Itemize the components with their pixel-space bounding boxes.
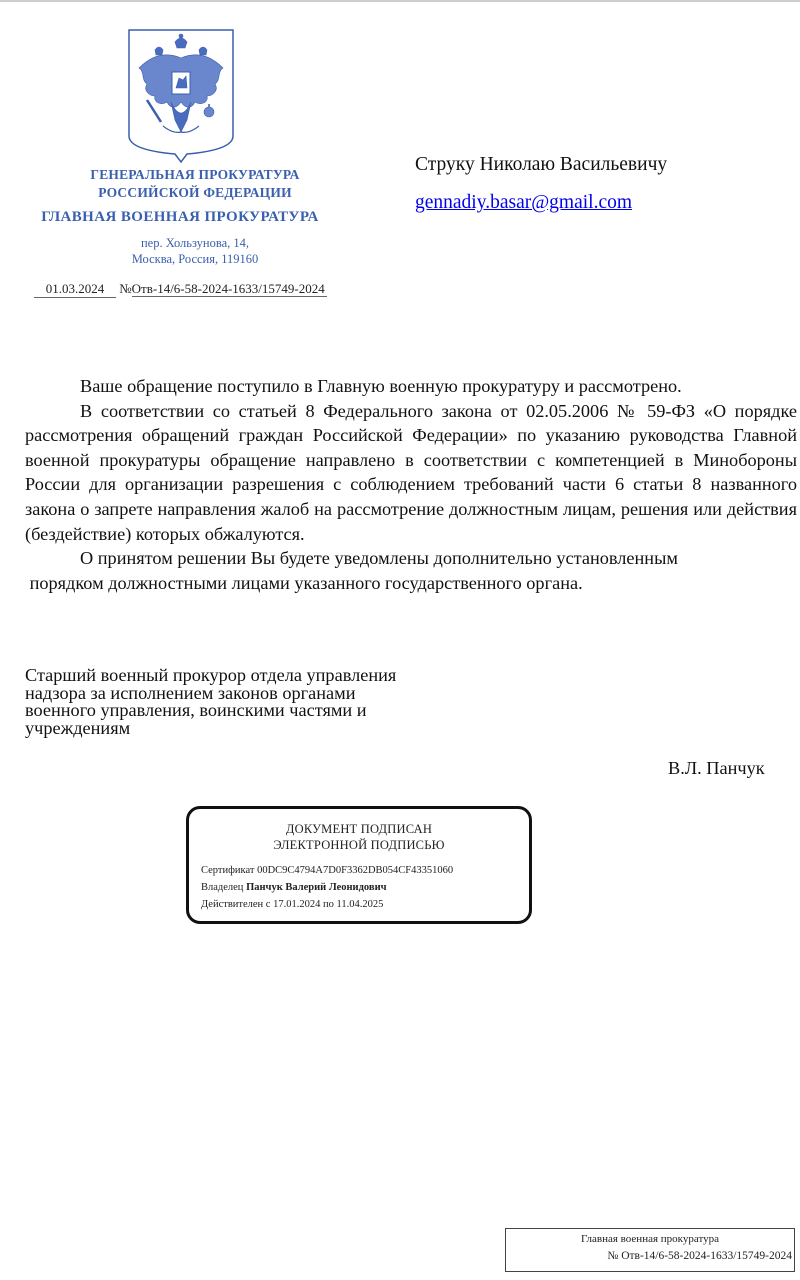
footer-number-value: Отв-14/6-58-2024-1633/15749-2024 xyxy=(621,1250,792,1262)
org-name-line1: ГЕНЕРАЛЬНАЯ ПРОКУРАТУРА xyxy=(90,167,300,182)
electronic-signature-stamp xyxy=(186,806,532,924)
owner-value: Панчук Валерий Леонидович xyxy=(246,882,387,893)
address-line2: Москва, Россия, 119160 xyxy=(131,252,259,266)
position-line: Старший военный прокурор отдела управления xyxy=(25,665,397,685)
stamp-validity xyxy=(201,896,529,913)
stamp-title-line2: ЭЛЕКТРОННОЙ ПОДПИСЬЮ xyxy=(273,838,445,852)
footer-number xyxy=(607,1250,792,1262)
document-date: 01.03.2024 xyxy=(34,281,116,298)
page-top-border xyxy=(0,0,800,2)
address-line1: пер. Хользунова, 14, xyxy=(140,236,250,250)
signer-position xyxy=(25,667,485,737)
position-line: учреждениям xyxy=(25,717,131,738)
stamp-title-line1: ДОКУМЕНТ ПОДПИСАН xyxy=(285,822,433,836)
certificate-value: 00DC9C4794A7D0F3362DB054CF43351060 xyxy=(257,865,454,876)
org-name-line3: ГЛАВНАЯ ВОЕННАЯ ПРОКУРАТУРА xyxy=(41,209,319,225)
document-reference xyxy=(34,281,327,298)
body-paragraph: Ваше обращение поступило в Главную военную прокуратуру и рассмотрено. xyxy=(80,376,682,396)
body-paragraph: порядком должностными лицами указанного государственного органа. xyxy=(25,572,583,593)
valid-to: 11.04.2025 xyxy=(336,899,384,910)
footer-org: Главная военная прокуратура xyxy=(581,1233,719,1245)
stamp-owner xyxy=(201,879,529,896)
stamp-certificate xyxy=(201,862,529,879)
org-name-line2: РОССИЙСКОЙ ФЕДЕРАЦИИ xyxy=(98,185,292,200)
russian-coat-of-arms-icon xyxy=(127,28,235,164)
valid-label: Действителен с xyxy=(201,899,271,910)
signer-name: В.Л. Панчук xyxy=(668,758,765,778)
position-line: надзора за исполнением законов органами xyxy=(25,682,356,703)
recipient-email-link[interactable]: gennadiy.basar@gmail.com xyxy=(415,192,633,213)
footer-registration-box xyxy=(505,1228,795,1272)
footer-number-sign: № xyxy=(607,1250,619,1262)
letter-body xyxy=(25,374,797,595)
valid-from: 17.01.2024 xyxy=(273,899,321,910)
position-line: военного управления, воинскими частями и xyxy=(25,700,367,720)
recipient-name: Струку Николаю Васильевичу xyxy=(415,154,668,175)
certificate-label: Сертификат xyxy=(201,865,255,876)
owner-label: Владелец xyxy=(201,882,244,893)
document-number: Отв-14/6-58-2024-1633/15749-2024 xyxy=(131,281,325,296)
body-paragraph: В соответствии со статьей 8 Федерального закона от 02.05.2006 № 59-ФЗ «О порядке рассмотрения обращений граждан Российской Федерации» по указанию руководства Главной военной прокуратуры обращение направлено в соответствии с компетенцией в Минобороны России для организации разрешения с соблюдением требований части 6 статьи 8 названного закона о запрете направления жалоб на рассмотрение должностным лицам, решения или действия (бездействие) которых обжалуются. xyxy=(25,400,797,544)
valid-to-label: по xyxy=(322,899,334,910)
number-sign: № xyxy=(119,281,132,296)
body-paragraph: О принятом решении Вы будете уведомлены дополнительно установленным xyxy=(80,548,678,569)
